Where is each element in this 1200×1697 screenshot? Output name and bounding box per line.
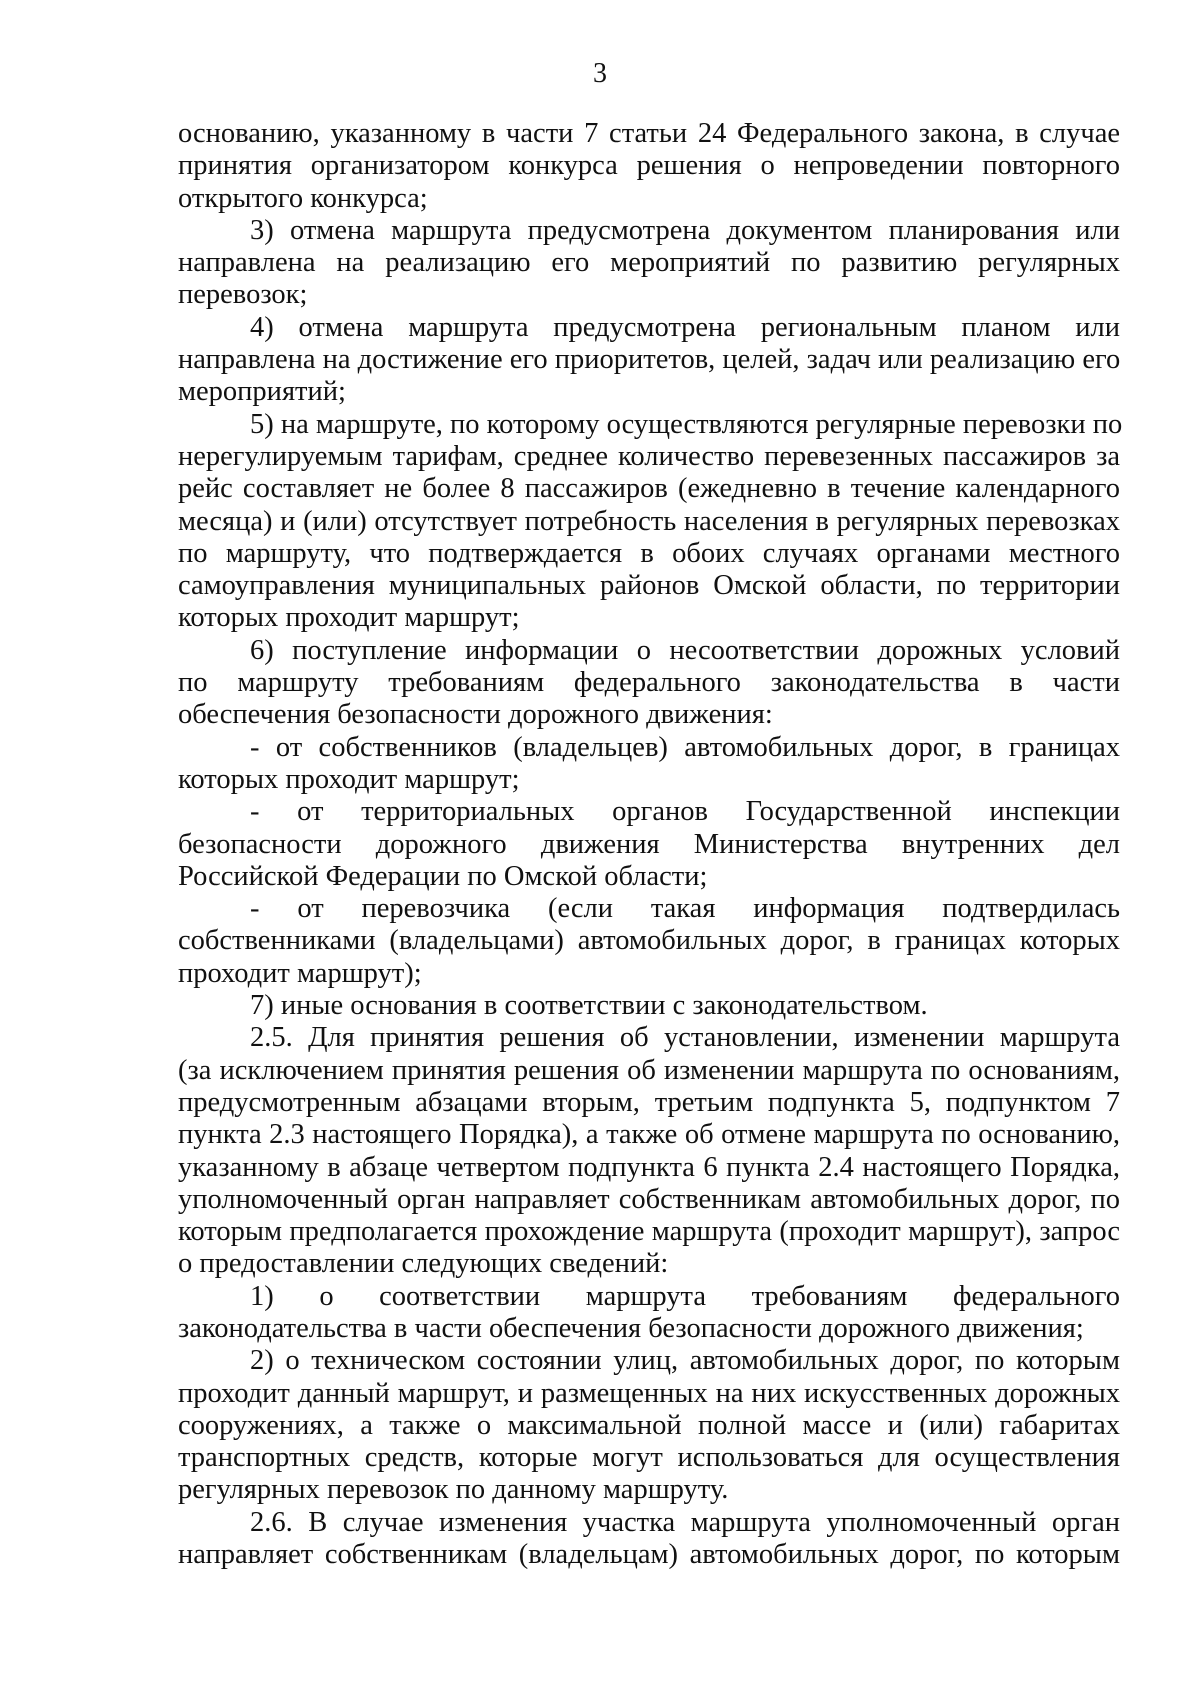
paragraph (178, 635, 1120, 732)
paragraph (178, 1281, 1120, 1346)
text-line: регулярных перевозок по данному маршруту. (178, 1474, 729, 1506)
paragraph (178, 408, 1123, 635)
paragraph (178, 118, 1120, 215)
paragraph (178, 796, 1120, 893)
text-line: мероприятий; (178, 376, 346, 408)
text-line: перевозок; (178, 279, 308, 311)
paragraph (178, 215, 1120, 312)
text-line: 5) на маршруте, по которому осуществляются регулярные перевозки по (250, 408, 1123, 440)
text-line: обеспечения безопасности дорожного движения: (178, 699, 773, 731)
paragraph (178, 990, 1120, 1022)
paragraph (178, 893, 1120, 990)
text-line: проходит маршрут); (178, 957, 422, 989)
text-line: направлена на достижение его приоритетов, целей, задач или реализацию его (178, 344, 1121, 376)
text-line: самоуправления муниципальных районов Омской области, по территории (178, 570, 1120, 602)
text-line: принятия организатором конкурса решения о непроведении повторного (178, 150, 1120, 182)
text-line: по маршруту, что подтверждается в обоих случаях органами местного (178, 537, 1120, 569)
text-line: месяца) и (или) отсутствует потребность населения в регулярных перевозках (178, 505, 1120, 537)
text-line: по маршруту требованиям федерального законодательства в части (178, 667, 1120, 699)
text-line: рейс составляет не более 8 пассажиров (ежедневно в течение календарного (178, 473, 1120, 505)
text-line: сооружениях, а также о максимальной полной массе и (или) габаритах (178, 1409, 1120, 1441)
document-body (178, 118, 1123, 1571)
paragraph (178, 1345, 1120, 1506)
text-line: 2.5. Для принятия решения об установлении, изменении маршрута (250, 1022, 1120, 1054)
text-line: 7) иные основания в соответствии с законодательством. (250, 990, 928, 1022)
text-line: пункта 2.3 настоящего Порядка), а также об отмене маршрута по основанию, (178, 1119, 1120, 1151)
text-line: - от перевозчика (если такая информация подтвердилась (250, 893, 1120, 925)
text-line: нерегулируемым тарифам, среднее количество перевезенных пассажиров за (178, 440, 1120, 472)
text-line: (за исключением принятия решения об изменении маршрута по основаниям, (178, 1054, 1120, 1086)
text-line: предусмотренным абзацами вторым, третьим подпункта 5, подпунктом 7 (178, 1086, 1120, 1118)
text-line: законодательства в части обеспечения безопасности дорожного движения; (178, 1312, 1084, 1344)
text-line: которых проходит маршрут; (178, 602, 520, 634)
text-line: собственниками (владельцами) автомобильных дорог, в границах которых (178, 925, 1120, 957)
text-line: - от собственников (владельцев) автомобильных дорог, в границах (250, 731, 1120, 763)
text-line: указанному в абзаце четвертом подпункта 6 пункта 2.4 настоящего Порядка, (178, 1151, 1120, 1183)
paragraph (178, 1507, 1120, 1572)
text-line: направляет собственникам (владельцам) автомобильных дорог, по которым (178, 1539, 1120, 1571)
text-line: открытого конкурса; (178, 182, 428, 214)
page-number: 3 (593, 58, 607, 89)
text-line: 6) поступление информации о несоответствии дорожных условий (250, 634, 1120, 666)
text-line: направлена на реализацию его мероприятий по развитию регулярных (178, 247, 1120, 279)
text-line: которым предполагается прохождение маршрута (проходит маршрут), запрос (178, 1216, 1120, 1248)
text-line: 2.6. В случае изменения участка маршрута уполномоченный орган (250, 1506, 1120, 1538)
text-line: 1) о соответствии маршрута требованиям федерального (250, 1280, 1120, 1312)
text-line: уполномоченный орган направляет собственникам автомобильных дорог, по (178, 1183, 1120, 1215)
text-line: 2) о техническом состоянии улиц, автомобильных дорог, по которым (250, 1345, 1120, 1377)
text-line: о предоставлении следующих сведений: (178, 1248, 669, 1280)
text-line: транспортных средств, которые могут использоваться для осуществления (178, 1442, 1120, 1474)
paragraph (178, 1022, 1120, 1280)
text-line: проходит данный маршрут, и размещенных на них искусственных дорожных (178, 1377, 1120, 1409)
text-line: безопасности дорожного движения Министерства внутренних дел (178, 828, 1120, 860)
paragraph (178, 732, 1120, 797)
text-line: 3) отмена маршрута предусмотрена документом планирования или (250, 214, 1120, 246)
paragraph (178, 312, 1120, 409)
text-line: которых проходит маршрут; (178, 763, 520, 795)
text-line: 4) отмена маршрута предусмотрена региональным планом или (250, 311, 1120, 343)
text-line: Российской Федерации по Омской области; (178, 860, 708, 892)
text-line: основанию, указанному в части 7 статьи 24 Федерального закона, в случае (178, 118, 1120, 149)
text-line: - от территориальных органов Государственной инспекции (250, 796, 1120, 828)
